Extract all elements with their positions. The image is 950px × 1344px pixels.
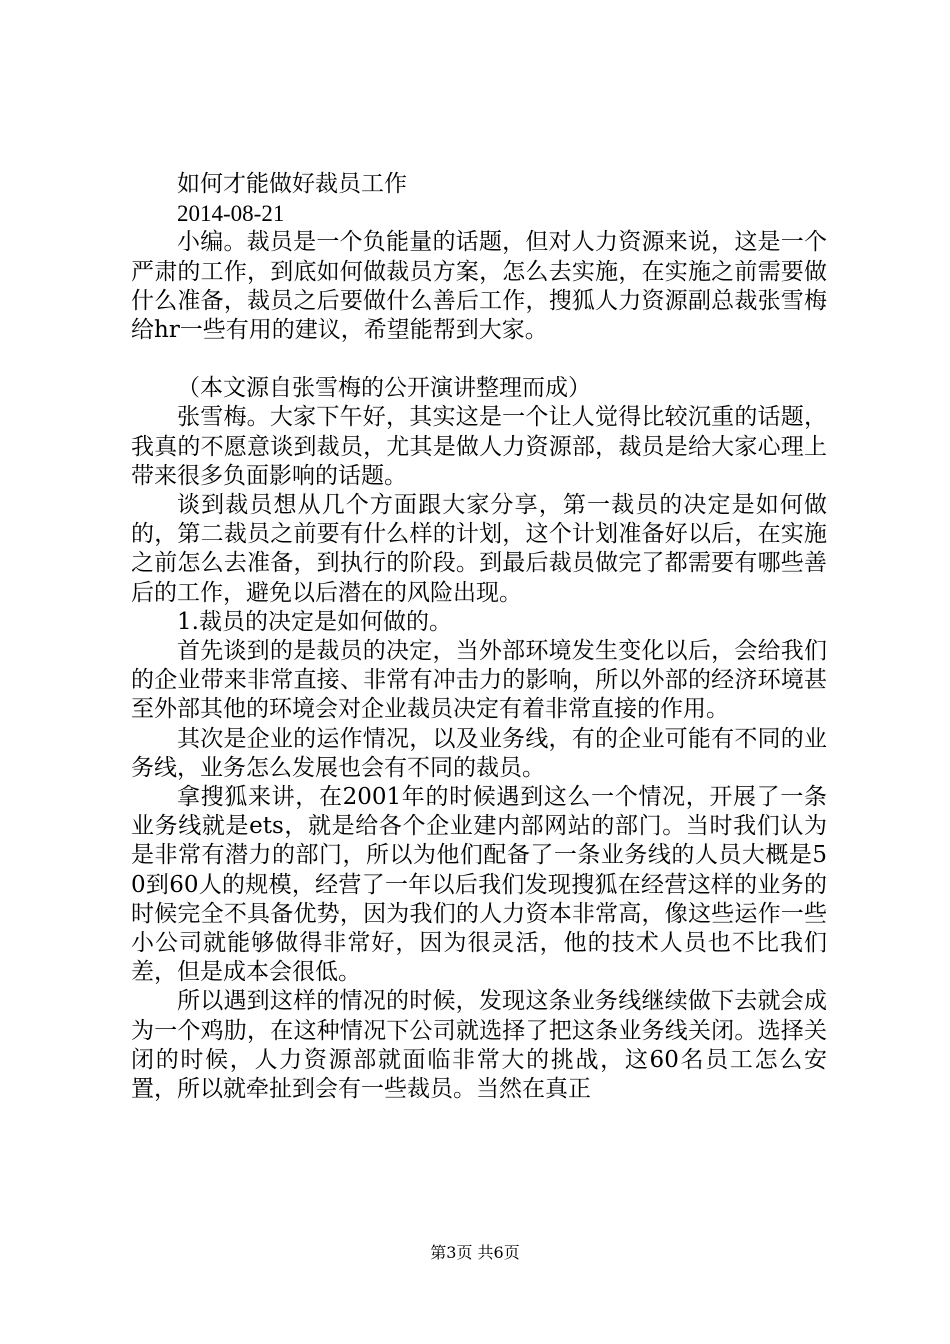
paragraph-source-note: （本文源自张雪梅的公开演讲整理而成）	[177, 375, 591, 402]
paragraph-business-lines: 其次是企业的运作情况，以及业务线，有的企业可能有不同的业务线，业务怎么发展也会有不同的裁员。	[131, 725, 827, 781]
paragraph-external-factors: 首先谈到的是裁员的决定，当外部环境发生变化以后，会给我们的企业带来非常直接、非常有冲击力的影响，所以外部的经济环境甚至外部其他的环境会对企业裁员决定有着非常直接的作用。	[131, 638, 827, 723]
document-title: 如何才能做好裁员工作	[177, 171, 407, 197]
document-date: 2014-08-21	[177, 201, 285, 227]
section-heading-1: 1.裁员的决定是如何做的。	[177, 608, 452, 635]
paragraph-spacer	[131, 345, 827, 374]
paragraph-overview: 谈到裁员想从几个方面跟大家分享，第一裁员的决定是如何做的，第二裁员之前要有什么样的计划，这个计划准备好以后，在实施之前怎么去准备，到执行的阶段。到最后裁员做完了都需要有哪些善后的工作，避免以后潜在的风险出现。	[131, 492, 827, 606]
paragraph-greeting: 张雪梅。大家下午好，其实这是一个让人觉得比较沉重的话题，我真的不愿意谈到裁员，尤其是做人力资源部，裁员是给大家心理上带来很多负面影响的话题。	[131, 404, 827, 489]
paragraph-sohu-example: 拿搜狐来讲，在2001年的时候遇到这么一个情况，开展了一条业务线就是ets，就是给各个企业建内部网站的部门。当时我们认为是非常有潜力的部门，所以为他们配备了一条业务线的人员大概是50到60人的规模，经营了一年以后我们发现搜狐在经营这样的业务的时候完全不具备优势，因为我们的人力资本非常高，像这些运作一些小公司就能够做得非常好，因为很灵活，他的技术人员也不比我们差，但是成本会很低。	[131, 784, 827, 986]
paragraph-closing-line: 所以遇到这样的情况的时候，发现这条业务线继续做下去就会成为一个鸡肋，在这种情况下公司就选择了把这条业务线关闭。选择关闭的时候，人力资源部就面临非常大的挑战，这60名员工怎么安置，所以就牵扯到会有一些裁员。当然在真正	[131, 988, 827, 1103]
page-footer: 第3页 共6页	[430, 1243, 520, 1262]
document-body	[131, 170, 827, 1104]
paragraph-intro: 小编。裁员是一个负能量的话题，但对人力资源来说，这是一个严肃的工作，到底如何做裁员方案，怎么去实施，在实施之前需要做什么准备，裁员之后要做什么善后工作，搜狐人力资源副总裁张雪梅给hr一些有用的建议，希望能帮到大家。	[131, 229, 827, 344]
